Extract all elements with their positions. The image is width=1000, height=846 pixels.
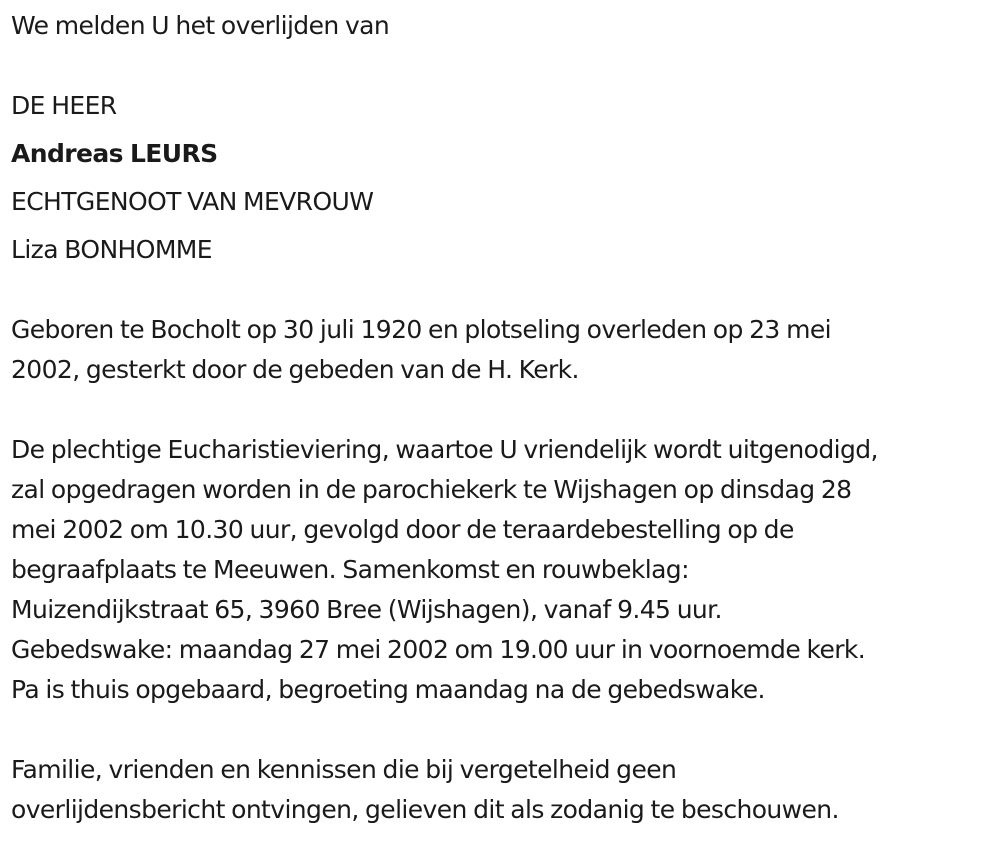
ceremony-line: Pa is thuis opgebaard, begroeting maandag na de gebedswake. — [11, 675, 765, 704]
birth-line: 2002, gesterkt door de gebeden van de H. Kerk. — [11, 355, 579, 384]
ceremony-line: mei 2002 om 10.30 uur, gevolgd door de teraardebestelling op de — [11, 515, 794, 544]
spouse-name: Liza BONHOMME — [11, 235, 212, 264]
deceased-name: Andreas LEURS — [11, 139, 218, 168]
ceremony-line: Gebedswake: maandag 27 mei 2002 om 19.00 uur in voornoemde kerk. — [11, 635, 866, 664]
deceased-block — [11, 82, 373, 274]
ceremony-paragraph — [11, 430, 878, 710]
family-line: overlijdensbericht ontvingen, gelieven dit als zodanig te beschouwen. — [11, 795, 839, 824]
family-line: Familie, vrienden en kennissen die bij vergetelheid geen — [11, 755, 677, 784]
ceremony-line: De plechtige Eucharistieviering, waartoe U vriendelijk wordt uitgenodigd, — [11, 435, 878, 464]
intro-text — [11, 6, 389, 46]
birth-paragraph — [11, 310, 831, 390]
birth-line: Geboren te Bocholt op 30 juli 1920 en plotseling overleden op 23 mei — [11, 315, 831, 344]
honorific: DE HEER — [11, 91, 117, 120]
relation-label: ECHTGENOOT VAN MEVROUW — [11, 187, 374, 216]
ceremony-line: zal opgedragen worden in de parochiekerk te Wijshagen op dinsdag 28 — [11, 475, 852, 504]
ceremony-line: begraafplaats te Meeuwen. Samenkomst en rouwbeklag: — [11, 555, 689, 584]
intro-line: We melden U het overlijden van — [11, 11, 390, 40]
family-paragraph — [11, 750, 839, 830]
ceremony-line: Muizendijkstraat 65, 3960 Bree (Wijshagen), vanaf 9.45 uur. — [11, 595, 722, 624]
